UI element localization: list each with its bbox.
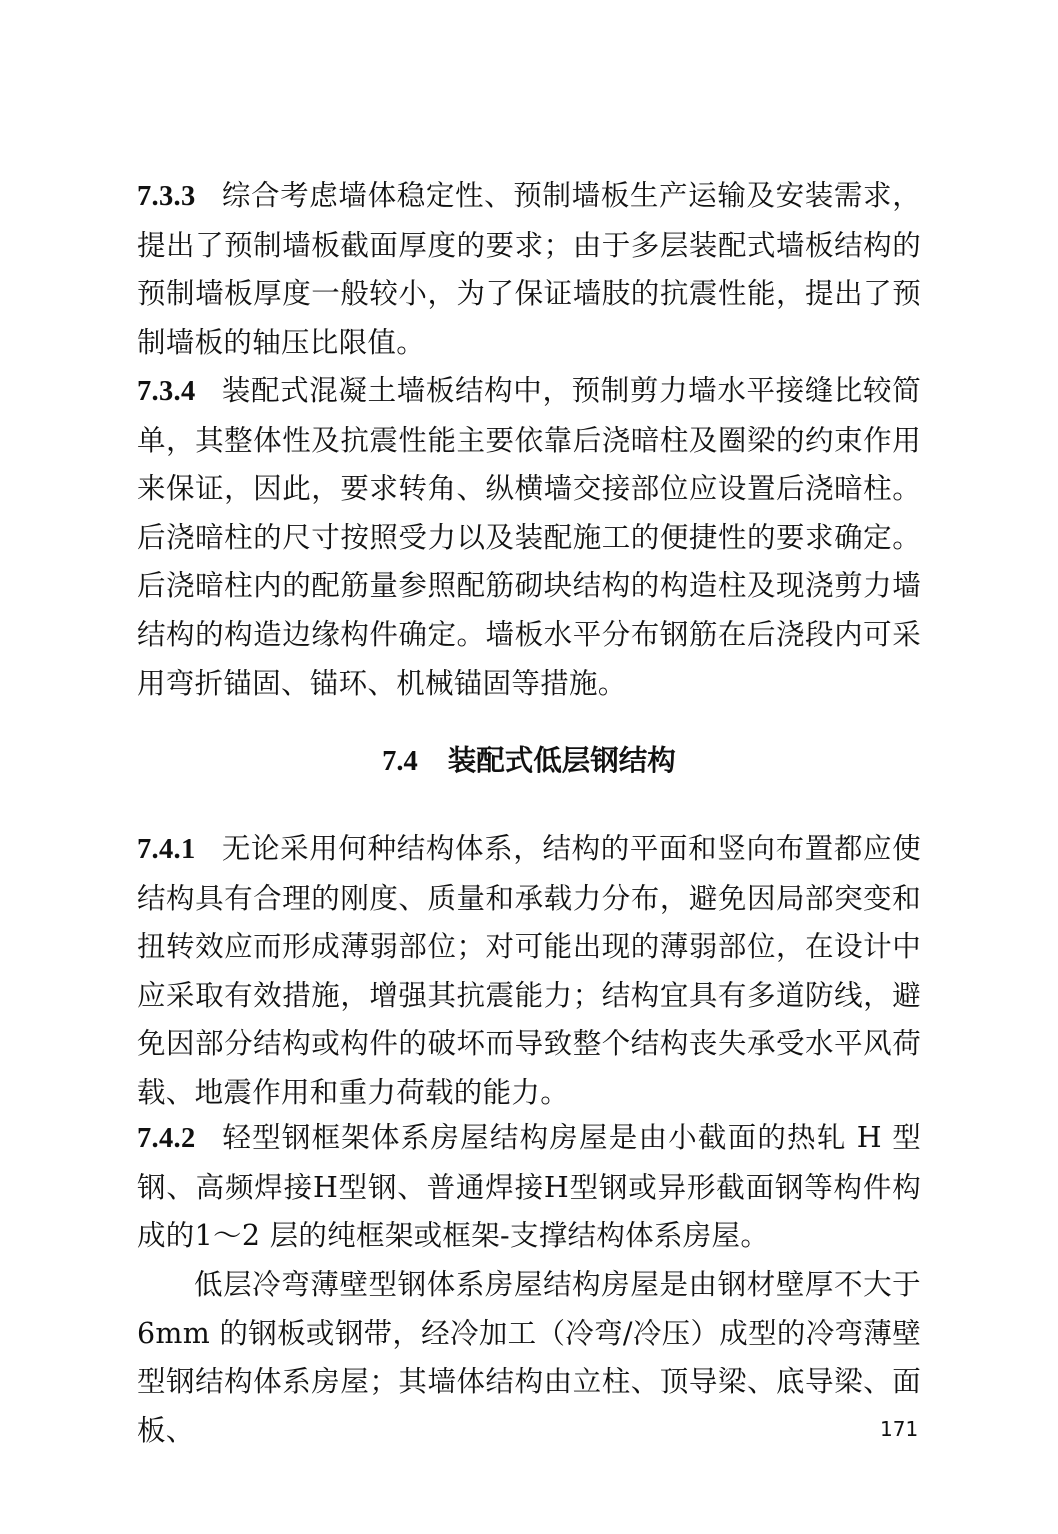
clause-text: 装配式混凝土墙板结构中，预制剪力墙水平接缝比较简单，其整体性及抗震性能主要依靠后浇暗柱及圈梁的约束作用来保证，因此，要求转角、纵横墙交接部位应设置后浇暗柱。后浇暗柱的尺寸按照受力以及装配施工的便捷性的要求确定。后浇暗柱内的配筋量参照配筋砌块结构的构造柱及现浇剪力墙结构的构造边缘构件确定。墙板水平分布钢筋在后浇段内可采用弯折锚固、锚环、机械锚固等措施。 (137, 374, 921, 700)
section-title: 装配式低层钢结构 (447, 743, 676, 777)
section-heading (137, 736, 921, 786)
paragraph (137, 1114, 921, 1261)
section-number: 7.4 (382, 746, 418, 777)
page-number: 171 (880, 1417, 919, 1441)
clause-number: 7.4.1 (137, 834, 196, 865)
paragraph (137, 367, 921, 708)
clause-text: 无论采用何种结构体系，结构的平面和竖向布置都应使结构具有合理的刚度、质量和承载力分布，避免因局部突变和扭转效应而形成薄弱部位；对可能出现的薄弱部位，在设计中应采取有效措施，增强其抗震能力；结构宜具有多道防线，避免因部分结构或构件的破坏而导致整个结构丧失承受水平风荷载、地震作用和重力荷载的能力。 (137, 832, 921, 1109)
clause-7-4-2-continued (137, 1261, 921, 1455)
clause-7-3-4 (137, 367, 921, 708)
paragraph (137, 172, 921, 367)
paragraph: 低层冷弯薄壁型钢体系房屋结构房屋是由钢材壁厚不大于6mm 的钢板或钢带，经冷加工（冷弯/冷压）成型的冷弯薄壁型钢结构体系房屋；其墙体结构由立柱、顶导梁、底导梁、面板、 (137, 1268, 921, 1447)
clause-number: 7.3.3 (137, 181, 196, 212)
clause-text: 轻型钢框架体系房屋结构房屋是由小截面的热轧 H 型钢、高频焊接H型钢、普通焊接H型钢或异形截面钢等构件构成的1～2 层的纯框架或框架-支撑结构体系房屋。 (137, 1121, 921, 1253)
clause-number: 7.3.4 (137, 376, 196, 407)
clause-text: 综合考虑墙体稳定性、预制墙板生产运输及安装需求，提出了预制墙板截面厚度的要求；由于多层装配式墙板结构的预制墙板厚度一般较小，为了保证墙肢的抗震性能，提出了预制墙板的轴压比限值。 (137, 179, 921, 359)
clause-number: 7.4.2 (137, 1123, 196, 1154)
clause-7-3-3 (137, 172, 921, 367)
clause-7-4-2 (137, 1114, 921, 1261)
clause-7-4-1 (137, 825, 921, 1118)
paragraph (137, 825, 921, 1118)
